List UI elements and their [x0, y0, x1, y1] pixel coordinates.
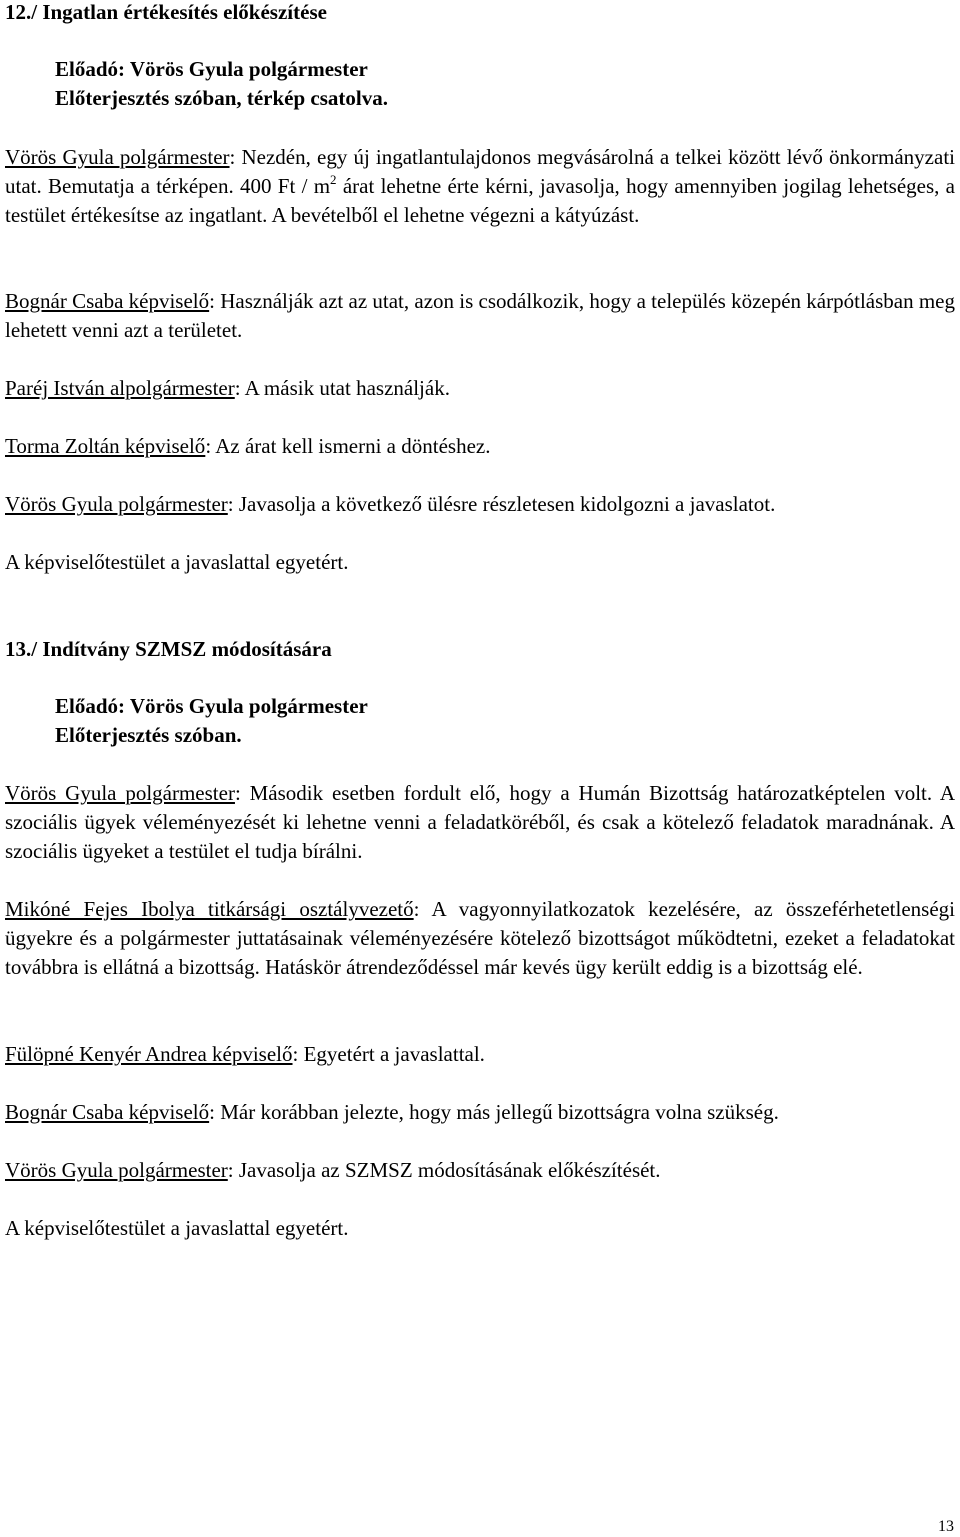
paragraph-8: [5, 895, 955, 982]
paragraph-5: [5, 490, 955, 519]
paragraph-text: : Használják azt az utat, azon is csodálkozik, hogy a település közepén kárpótlásban meg lehetett venni azt a területet.: [5, 289, 956, 342]
paragraph-text: : Második esetben fordult elő, hogy a Humán Bizottság határozatképtelen volt. A szociális ügyek véleményezését ki lehetne venni a feladatköréből, és csak a kötelező feladatok maradnának. A szociális ügyeket a testület el tudja bírálni.: [5, 781, 955, 863]
paragraph-9: [5, 1040, 955, 1069]
speaker-name: Vörös Gyula polgármester: [5, 781, 235, 805]
paragraph-text: : Javasolja a következő ülésre részletesen kidolgozni a javaslatot.: [227, 492, 776, 516]
paragraph-text: : Javasolja az SZMSZ módosításának előkészítését.: [227, 1158, 661, 1182]
section-12-submission: Előterjesztés szóban, térkép csatolva.: [55, 86, 389, 110]
paragraph-text: A képviselőtestület a javaslattal egyetért.: [5, 1216, 349, 1240]
paragraph-4: [5, 432, 955, 461]
paragraph-text: : Egyetért a javaslattal.: [292, 1042, 485, 1066]
speaker-name: Paréj István alpolgármester: [5, 376, 235, 400]
document-page: [5, 0, 955, 1537]
speaker-name: Bognár Csaba képviselő: [5, 289, 210, 313]
paragraph-text: : Az árat kell ismerni a döntéshez.: [205, 434, 491, 458]
speaker-name: Fülöpné Kenyér Andrea képviselő: [5, 1042, 293, 1066]
paragraph-text: : Nezdén, egy új ingatlantulajdonos megvásárolná a telkei között lévő önkormányzati utat. Bemutatja a térképen. 400 Ft / m: [5, 145, 955, 198]
speaker-name: Vörös Gyula polgármester: [5, 492, 228, 516]
paragraph-text: A képviselőtestület a javaslattal egyetért.: [5, 550, 349, 574]
section-13-heading: 13./ Indítvány SZMSZ módosítására: [5, 637, 332, 661]
speaker-name: Vörös Gyula polgármester: [5, 145, 230, 169]
paragraph-11: [5, 1156, 955, 1185]
section-13-presenter-block: [55, 692, 368, 750]
speaker-name: Bognár Csaba képviselő: [5, 1100, 210, 1124]
section-12-presenter: Előadó: Vörös Gyula polgármester: [55, 57, 368, 81]
paragraph-12: [5, 1214, 955, 1243]
paragraph-7: [5, 779, 955, 866]
paragraph-text: : A vagyonnyilatkozatok kezelésére, az összeférhetetlenségi ügyekre és a polgármester juttatásainak véleményezésére kötelező bizottságot működtetni, ezeket a feladatokat továbbra is ellátná a bizottság. Hatáskör átrendeződéssel már kevés ügy került eddig is a bizottság elé.: [5, 897, 955, 979]
section-13-submission: Előterjesztés szóban.: [55, 723, 242, 747]
superscript: 2: [330, 172, 337, 187]
paragraph-2: [5, 287, 955, 345]
section-13-presenter: Előadó: Vörös Gyula polgármester: [55, 694, 368, 718]
paragraph-6: [5, 548, 955, 577]
page-number: 13: [938, 1518, 954, 1535]
paragraph-text-cont: árat lehetne érte kérni, javasolja, hogy amennyiben jogilag lehetséges, a testület értékesítse az ingatlant. A bevételből el lehetne végezni a kátyúzást.: [5, 174, 956, 227]
speaker-name: Vörös Gyula polgármester: [5, 1158, 228, 1182]
section-12-presenter-block: [55, 55, 388, 113]
paragraph-10: [5, 1098, 955, 1127]
paragraph-text: : Már korábban jelezte, hogy más jellegű bizottságra volna szükség.: [209, 1100, 779, 1124]
paragraph-text: : A másik utat használják.: [234, 376, 450, 400]
paragraph-3: [5, 374, 955, 403]
paragraph-1: [5, 143, 955, 230]
speaker-name: Mikóné Fejes Ibolya titkársági osztályvezető: [5, 897, 414, 921]
speaker-name: Torma Zoltán képviselő: [5, 434, 206, 458]
section-12-heading: 12./ Ingatlan értékesítés előkészítése: [5, 0, 327, 24]
